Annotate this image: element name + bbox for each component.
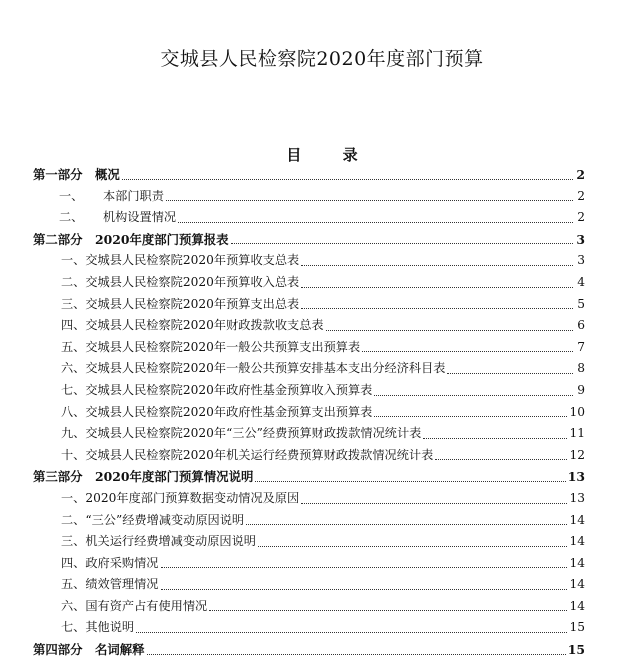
toc-page-number: 13 bbox=[569, 490, 585, 505]
toc-entry[interactable] bbox=[33, 402, 585, 424]
toc-entry-text: 三、交城县人民检察院2020年预算支出总表 bbox=[61, 296, 300, 311]
toc-entry-label bbox=[61, 553, 159, 575]
toc-entry-text: 五、绩效管理情况 bbox=[61, 577, 159, 592]
toc-entry-text: 第四部分 名词解释 bbox=[33, 642, 145, 658]
toc-entry-text: 七、其他说明 bbox=[61, 620, 135, 635]
dot-leader bbox=[231, 243, 573, 244]
toc-entry-number: 二、 bbox=[59, 210, 84, 225]
toc-entry-text: 十、交城县人民检察院2020年机关运行经费预算财政拨款情况统计表 bbox=[61, 447, 434, 462]
toc-page-number: 9 bbox=[577, 382, 585, 397]
dot-leader bbox=[374, 416, 567, 417]
dot-leader bbox=[178, 222, 573, 223]
toc-entry-label bbox=[61, 250, 299, 272]
toc-entry-label bbox=[61, 596, 207, 618]
dot-leader bbox=[255, 481, 565, 482]
toc-entry-text: 本部门职责 bbox=[103, 188, 164, 203]
toc-entry[interactable] bbox=[33, 596, 585, 618]
toc-entry-text: 二、交城县人民检察院2020年预算收入总表 bbox=[61, 274, 300, 289]
toc-page-number: 2 bbox=[577, 188, 585, 203]
toc-entry-label bbox=[61, 617, 134, 639]
toc-entry[interactable] bbox=[33, 315, 585, 337]
toc-page-number: 14 bbox=[569, 534, 585, 549]
toc-entry-text: 二、“三公”经费增减变动原因说明 bbox=[61, 512, 245, 527]
toc-page-number: 6 bbox=[577, 318, 585, 333]
toc-entry-text: 第二部分 2020年度部门预算报表 bbox=[33, 231, 229, 247]
toc-entry-text: 五、交城县人民检察院2020年一般公共预算支出预算表 bbox=[61, 339, 361, 354]
toc-entry[interactable] bbox=[33, 617, 585, 639]
toc-page-number: 8 bbox=[577, 361, 585, 376]
toc-entry-text: 一、2020年度部门预算数据变动情况及原因 bbox=[61, 490, 300, 505]
dot-leader bbox=[122, 179, 573, 180]
dot-leader bbox=[136, 632, 567, 633]
dot-leader bbox=[161, 567, 568, 568]
toc-page-number: 13 bbox=[567, 469, 585, 485]
toc-entry[interactable] bbox=[33, 531, 585, 553]
toc-entry-label bbox=[59, 207, 176, 229]
dot-leader bbox=[301, 287, 573, 288]
toc-entry-text: 八、交城县人民检察院2020年政府性基金预算支出预算表 bbox=[61, 404, 373, 419]
dot-leader bbox=[423, 438, 567, 439]
toc-page-number: 14 bbox=[569, 555, 585, 570]
toc-entry-label bbox=[61, 574, 159, 596]
toc-entry-text: 三、机关运行经费增减变动原因说明 bbox=[61, 534, 256, 549]
toc-entry-label bbox=[61, 294, 299, 316]
toc-entry-label bbox=[33, 466, 253, 488]
toc-entry-label bbox=[61, 272, 299, 294]
toc-entry-label bbox=[33, 229, 229, 251]
toc-page-number: 10 bbox=[569, 404, 585, 419]
toc-entry-label bbox=[61, 510, 244, 532]
toc-page-number: 7 bbox=[577, 339, 585, 354]
toc-page-number: 3 bbox=[577, 253, 585, 268]
toc-entry-text: 六、国有资产占有使用情况 bbox=[61, 598, 208, 613]
toc-entry-label bbox=[61, 337, 360, 359]
dot-leader bbox=[301, 265, 573, 266]
toc-entry[interactable] bbox=[33, 553, 585, 575]
toc-entry[interactable] bbox=[33, 358, 585, 380]
toc-entry[interactable] bbox=[33, 337, 585, 359]
toc-page-number: 3 bbox=[576, 231, 585, 247]
toc-page-number: 2 bbox=[577, 210, 585, 225]
toc-entry-text: 七、交城县人民检察院2020年政府性基金预算收入预算表 bbox=[61, 382, 373, 397]
toc-part-entry[interactable] bbox=[33, 466, 585, 488]
toc-page-number: 14 bbox=[569, 512, 585, 527]
toc-page-number: 11 bbox=[569, 426, 585, 441]
toc-entry-label bbox=[33, 164, 120, 186]
toc-entry-label bbox=[33, 639, 145, 661]
toc-page-number: 15 bbox=[567, 642, 585, 658]
toc-part-entry[interactable] bbox=[33, 639, 585, 661]
dot-leader bbox=[209, 610, 567, 611]
document-title: 交城县人民检察院2020年度部门预算 bbox=[160, 48, 484, 70]
dot-leader bbox=[258, 546, 567, 547]
toc-entry-label bbox=[61, 488, 299, 510]
toc-entry-text: 一、交城县人民检察院2020年预算收支总表 bbox=[61, 253, 300, 268]
toc-entry-label bbox=[61, 380, 372, 402]
toc-entry[interactable] bbox=[33, 272, 585, 294]
toc-entry-label bbox=[61, 315, 324, 337]
toc-entry-text: 机构设置情况 bbox=[103, 210, 177, 225]
dot-leader bbox=[246, 524, 567, 525]
dot-leader bbox=[301, 503, 567, 504]
toc-page-number: 14 bbox=[569, 577, 585, 592]
toc-page-number: 12 bbox=[569, 447, 585, 462]
toc-entry[interactable] bbox=[33, 186, 585, 208]
dot-leader bbox=[326, 330, 573, 331]
toc-entry-text: 四、政府采购情况 bbox=[61, 555, 159, 570]
toc-entry-label bbox=[61, 445, 433, 467]
toc-page-number: 4 bbox=[577, 274, 585, 289]
toc-page-number: 5 bbox=[577, 296, 585, 311]
toc-entry[interactable] bbox=[33, 510, 585, 532]
toc-page-number: 2 bbox=[576, 167, 585, 182]
toc-entry[interactable] bbox=[33, 250, 585, 272]
toc-page-number: 15 bbox=[569, 620, 585, 635]
toc-entry-text: 九、交城县人民检察院2020年“三公”经费预算财政拨款情况统计表 bbox=[61, 426, 422, 441]
dot-leader bbox=[374, 395, 573, 396]
toc-entry-label bbox=[59, 186, 164, 208]
toc-part-entry[interactable] bbox=[33, 229, 585, 251]
toc-entry-text: 四、交城县人民检察院2020年财政拨款收支总表 bbox=[61, 318, 324, 333]
toc-entry-text: 第三部分 2020年度部门预算情况说明 bbox=[33, 469, 254, 485]
toc-entry-text: 第一部分 概况 bbox=[33, 167, 120, 182]
table-of-contents bbox=[33, 164, 585, 661]
dot-leader bbox=[447, 373, 573, 374]
dot-leader bbox=[362, 351, 573, 352]
toc-entry-label bbox=[61, 531, 256, 553]
toc-page-number: 14 bbox=[569, 598, 585, 613]
dot-leader bbox=[435, 459, 567, 460]
dot-leader bbox=[147, 654, 566, 655]
toc-entry[interactable] bbox=[33, 574, 585, 596]
toc-heading: 目 录 bbox=[286, 146, 376, 164]
toc-entry[interactable] bbox=[33, 380, 585, 402]
toc-entry-label bbox=[61, 423, 421, 445]
dot-leader bbox=[166, 200, 573, 201]
toc-entry-label bbox=[61, 402, 372, 424]
toc-entry[interactable] bbox=[33, 445, 585, 467]
toc-entry[interactable] bbox=[33, 207, 585, 229]
dot-leader bbox=[301, 308, 573, 309]
toc-entry[interactable] bbox=[33, 488, 585, 510]
toc-entry-label bbox=[61, 358, 445, 380]
toc-entry-text: 六、交城县人民检察院2020年一般公共预算安排基本支出分经济科目表 bbox=[61, 361, 446, 376]
toc-entry[interactable] bbox=[33, 423, 585, 445]
toc-part-entry[interactable] bbox=[33, 164, 585, 186]
toc-entry[interactable] bbox=[33, 294, 585, 316]
dot-leader bbox=[161, 589, 568, 590]
toc-entry-number: 一、 bbox=[59, 188, 84, 203]
